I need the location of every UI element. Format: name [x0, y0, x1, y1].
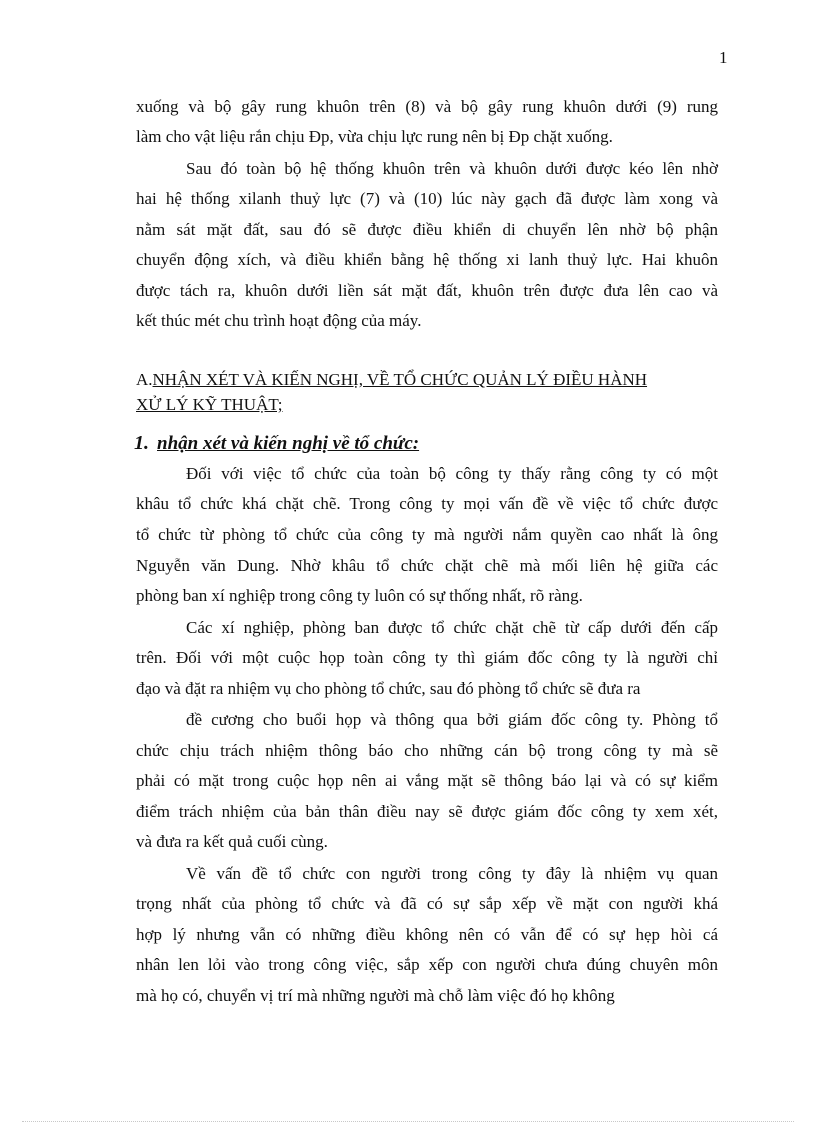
subsection-heading-number: 1.	[134, 432, 149, 454]
paragraph-2-line: hai hệ thống xilanh thuỷ lực (7) và (10) lúc này gạch đã được làm xong và	[136, 189, 718, 208]
paragraph-3-line: Đối với việc tổ chức của toàn bộ công ty thấy rằng công ty có một	[186, 464, 718, 483]
paragraph-6-line: mà họ có, chuyển vị trí mà những người mà chỗ làm việc đó họ không	[136, 986, 615, 1005]
paragraph-2-line: nằm sát mặt đất, sau đó sẽ được điều khiển di chuyển lên nhờ bộ phận	[136, 220, 718, 239]
paragraph-5-line: chức chịu trách nhiệm thông báo cho những cán bộ trong công ty mà sẽ	[136, 741, 718, 760]
section-heading-a-line-1: NHẬN XÉT VÀ KIẾN NGHỊ, VỀ TỔ CHỨC QUẢN LÝ ĐIỀU HÀNH	[152, 370, 648, 389]
paragraph-1-line: làm cho vật liệu rắn chịu Đp, vừa chịu lực rung nên bị Đp chặt xuống.	[136, 127, 613, 146]
section-heading-a	[136, 370, 726, 390]
paragraph-3-line: tổ chức từ phòng tổ chức của công ty mà người nắm quyền cao nhất là ông	[136, 525, 718, 544]
paragraph-4-line: Các xí nghiệp, phòng ban được tổ chức chặt chẽ từ cấp dưới đến cấp	[186, 618, 718, 637]
paragraph-3-line: khâu tổ chức khá chặt chẽ. Trong công ty mọi vấn đề về việc tổ chức được	[136, 494, 718, 513]
paragraph-4-line: trên. Đối với một cuộc họp toàn công ty thì giám đốc công ty là người chỉ	[136, 648, 718, 667]
paragraph-3-line: phòng ban xí nghiệp trong công ty luôn có sự thống nhất, rõ ràng.	[136, 586, 583, 605]
section-heading-a-cont	[136, 395, 726, 415]
page-number: 1	[719, 48, 728, 67]
paragraph-6-line: trọng nhất của phòng tổ chức và đã có sự sắp xếp về mặt con người khá	[136, 894, 718, 913]
subsection-heading-1	[134, 432, 419, 455]
paragraph-4-line: đạo và đặt ra nhiệm vụ cho phòng tổ chức, sau đó phòng tổ chức sẽ đưa ra	[136, 679, 641, 698]
paragraph-5-line: điểm trách nhiệm của bản thân điều nay sẽ được giám đốc công ty xem xét,	[136, 802, 718, 821]
paragraph-5-line: và đưa ra kết quả cuối cùng.	[136, 832, 328, 851]
paragraph-6-line: nhân len lỏi vào trong công việc, sắp xếp con người chưa đúng chuyên môn	[136, 955, 718, 974]
paragraph-3-line: Nguyễn văn Dung. Nhờ khâu tổ chức chặt chẽ mà mối liên hệ giữa các	[136, 556, 718, 575]
paragraph-2-line: kết thúc mét chu trình hoạt động của máy.	[136, 311, 422, 330]
paragraph-6-line: hợp lý nhưng vẫn có những điều không nên có vẫn để có sự hẹp hòi cá	[136, 925, 718, 944]
section-heading-a-line-2: XỬ LÝ KỸ THUẬT;	[136, 395, 283, 414]
paragraph-5-line: phải có mặt trong cuộc họp nên ai vắng mặt sẽ thông báo lại và có sự kiểm	[136, 771, 718, 790]
section-heading-a-marker: A.	[136, 370, 153, 389]
paragraph-2-line: Sau đó toàn bộ hệ thống khuôn trên và khuôn dưới được kéo lên nhờ	[186, 159, 718, 178]
subsection-heading-title: nhận xét và kiến nghị về tổ chức:	[157, 433, 420, 454]
paragraph-2-line: được tách ra, khuôn dưới liền sát mặt đất, khuôn trên được đưa lên cao và	[136, 281, 718, 300]
page-bottom-rule	[22, 1121, 794, 1122]
paragraph-2-line: chuyển động xích, và điều khiển bằng hệ thống xi lanh thuỷ lực. Hai khuôn	[136, 250, 718, 269]
paragraph-5-line: đề cương cho buổi họp và thông qua bởi giám đốc công ty. Phòng tổ	[186, 710, 718, 729]
paragraph-1-line: xuống và bộ gây rung khuôn trên (8) và bộ gây rung khuôn dưới (9) rung	[136, 97, 718, 116]
paragraph-6-line: Về vấn đề tổ chức con người trong công ty đây là nhiệm vụ quan	[186, 864, 718, 883]
